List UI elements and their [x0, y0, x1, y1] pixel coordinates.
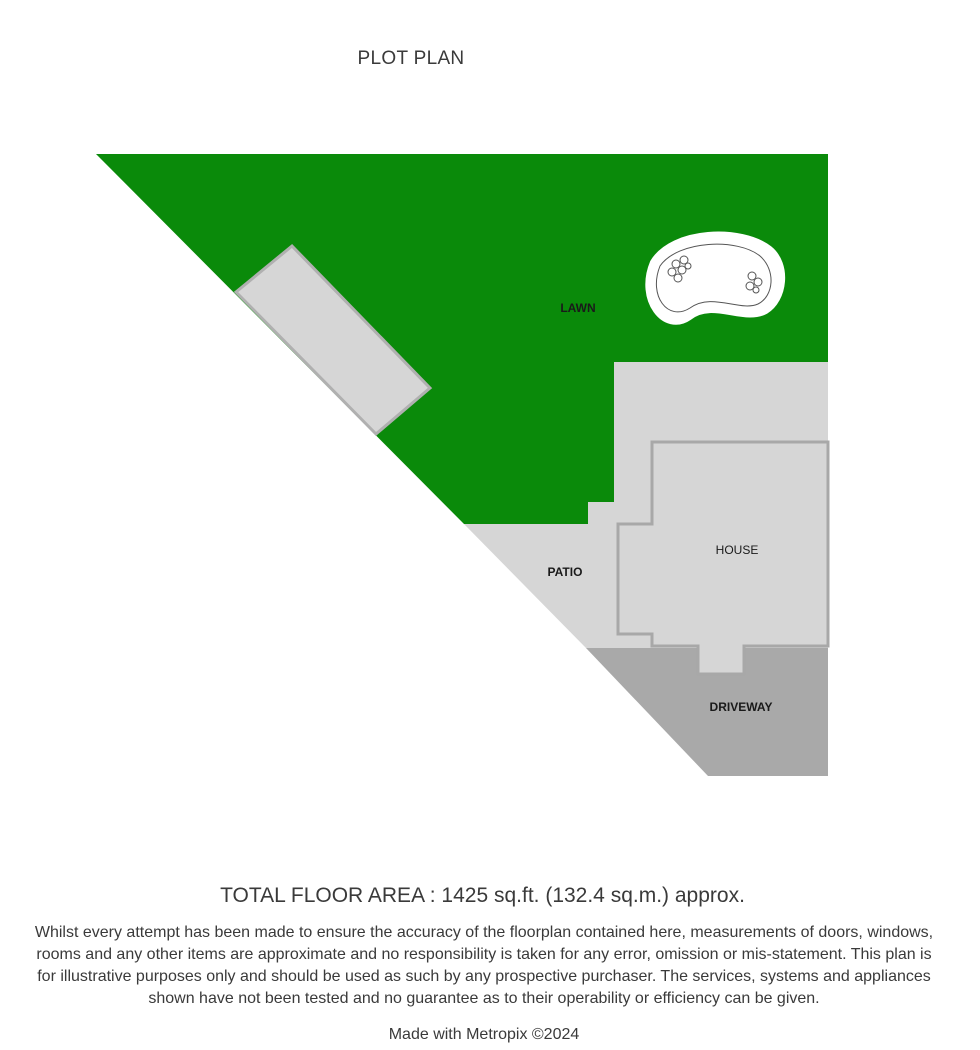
disclaimer-text: Whilst every attempt has been made to ensure the accuracy of the floorplan contained here, measurements of doors, windows, rooms and any other items are approximate and no responsibility is taken for any error, omission or mis-statement. This plan is for illustrative purposes only and should be used as such by any prospective purchaser. The services, systems and appliances shown have not been tested and no guarantee as to their operability or efficiency can be given. — [34, 924, 934, 1007]
driveway-label: DRIVEWAY — [709, 700, 773, 714]
house-label: HOUSE — [715, 543, 759, 557]
patio-label: PATIO — [547, 565, 583, 579]
credit-text: Made with Metropix ©2024 — [388, 1026, 580, 1043]
lawn-label: LAWN — [560, 301, 596, 315]
plan-title: PLOT PLAN — [357, 48, 465, 69]
pond — [647, 234, 783, 323]
total-floor-area: TOTAL FLOOR AREA : 1425 sq.ft. (132.4 sq.m.) approx. — [220, 884, 745, 907]
